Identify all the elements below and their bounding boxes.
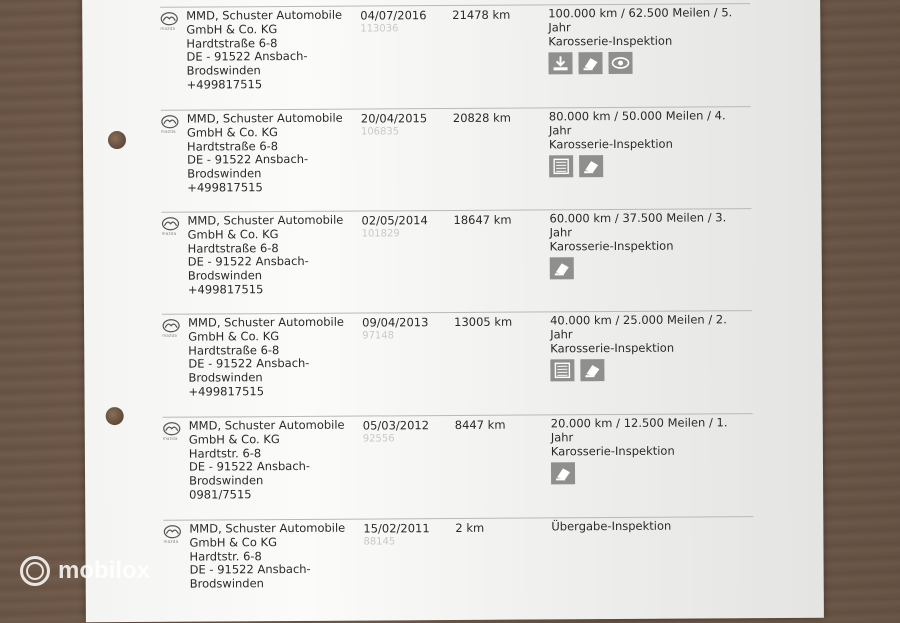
service-entry bbox=[161, 109, 752, 213]
mazda-logo-icon bbox=[161, 115, 183, 134]
mileage: 8447 km bbox=[454, 417, 506, 432]
service-date: 04/07/2016 bbox=[360, 8, 427, 23]
dealer-line: DE - 91522 Ansbach- bbox=[188, 459, 311, 475]
action-icons bbox=[549, 155, 603, 177]
service-date: 15/02/2011 bbox=[363, 521, 430, 536]
dealer-line: MMD, Schuster Automobile bbox=[188, 417, 345, 433]
service-entry bbox=[160, 6, 751, 110]
dealer-line: Brodswinden bbox=[187, 166, 262, 181]
dealer-line: DE - 91522 Ansbach- bbox=[187, 152, 309, 168]
service-code: 88145 bbox=[363, 536, 396, 548]
dealer-line: MMD, Schuster Automobile bbox=[186, 110, 343, 126]
service-entry bbox=[162, 313, 753, 417]
punch-hole bbox=[108, 131, 126, 149]
logo-mini-text: mazda bbox=[160, 128, 176, 134]
dealer-address bbox=[189, 419, 360, 503]
dealer-line: MMD, Schuster Automobile bbox=[186, 7, 343, 23]
dealer-line: Hardtstraße 6-8 bbox=[186, 138, 279, 154]
logo-mini-text: mazda bbox=[161, 230, 177, 236]
dealer-address bbox=[186, 9, 357, 93]
dealer-line: Hardtstr. 6-8 bbox=[188, 445, 262, 461]
dealer-line: +499817515 bbox=[188, 384, 265, 399]
service-line: Karosserie-Inspektion bbox=[548, 136, 673, 152]
dealer-address bbox=[189, 522, 359, 592]
action-icons bbox=[551, 463, 575, 485]
stamp-icon[interactable] bbox=[578, 52, 602, 74]
service-line: 20.000 km / 12.500 Meilen / 1. bbox=[550, 415, 728, 431]
service-line: Jahr bbox=[550, 430, 574, 445]
service-line: 80.000 km / 50.000 Meilen / 4. bbox=[548, 108, 726, 124]
service-date: 09/04/2013 bbox=[362, 315, 429, 330]
service-line: Jahr bbox=[548, 20, 571, 35]
service-date: 20/04/2015 bbox=[360, 111, 428, 126]
service-description bbox=[551, 416, 741, 459]
dealer-line: GmbH & Co. KG bbox=[186, 21, 278, 37]
dealer-line: MMD, Schuster Automobile bbox=[189, 520, 346, 536]
dealer-line: Hardtstraße 6-8 bbox=[187, 240, 279, 256]
stamp-icon[interactable] bbox=[550, 258, 574, 280]
service-line: Karosserie-Inspektion bbox=[550, 340, 675, 356]
service-history-page bbox=[82, 0, 824, 622]
service-line: Jahr bbox=[548, 123, 572, 138]
dealer-line: Brodswinden bbox=[186, 63, 261, 78]
service-entry bbox=[161, 211, 752, 315]
service-line: Jahr bbox=[549, 225, 573, 240]
service-line: Übergabe-Inspektion bbox=[551, 518, 672, 534]
service-description bbox=[550, 313, 740, 356]
mazda-logo-icon bbox=[160, 12, 182, 31]
dealer-line: Brodswinden bbox=[187, 268, 263, 283]
mobilox-watermark bbox=[20, 556, 150, 586]
dealer-line: MMD, Schuster Automobile bbox=[187, 212, 344, 228]
dealer-line: +499817515 bbox=[186, 77, 263, 92]
dealer-line: Hardtstr. 6-8 bbox=[189, 548, 262, 564]
document-icon[interactable] bbox=[549, 156, 573, 178]
dealer-address bbox=[187, 112, 358, 196]
action-icons bbox=[550, 359, 604, 381]
service-code: 92556 bbox=[362, 433, 395, 445]
dealer-line: DE - 91522 Ansbach- bbox=[186, 49, 308, 65]
mileage: 2 km bbox=[455, 520, 485, 535]
service-code: 101829 bbox=[361, 228, 400, 240]
dealer-address bbox=[188, 316, 359, 400]
dealer-line: GmbH & Co KG bbox=[189, 534, 278, 550]
mobilox-logo-icon bbox=[20, 556, 50, 586]
stamp-icon[interactable] bbox=[580, 359, 604, 381]
document-icon[interactable] bbox=[550, 360, 574, 382]
dealer-line: DE - 91522 Ansbach- bbox=[188, 356, 310, 372]
dealer-line: MMD, Schuster Automobile bbox=[188, 314, 345, 330]
dealer-line: Hardtstraße 6-8 bbox=[186, 35, 278, 51]
punch-hole bbox=[106, 407, 124, 425]
dealer-line: GmbH & Co. KG bbox=[187, 226, 279, 242]
mazda-logo-icon bbox=[162, 319, 184, 338]
mazda-logo-icon bbox=[163, 525, 185, 544]
dealer-line: +499817515 bbox=[187, 180, 263, 195]
service-description bbox=[551, 519, 741, 534]
mazda-logo-icon bbox=[163, 422, 185, 441]
dealer-line: GmbH & Co. KG bbox=[186, 124, 278, 140]
watermark-text: mobilox bbox=[58, 557, 151, 584]
logo-mini-text: mazda bbox=[160, 25, 176, 31]
service-date: 05/03/2012 bbox=[362, 418, 430, 433]
mileage: 18647 km bbox=[453, 212, 512, 227]
service-entry bbox=[163, 416, 754, 520]
logo-mini-text: mazda bbox=[163, 538, 179, 544]
dealer-line: Hardtstraße 6-8 bbox=[188, 342, 280, 358]
service-description bbox=[549, 211, 739, 254]
logo-mini-text: mazda bbox=[162, 435, 178, 441]
service-entry bbox=[163, 519, 754, 623]
service-line: Karosserie-Inspektion bbox=[550, 443, 675, 458]
service-code: 97148 bbox=[362, 330, 395, 342]
dealer-address bbox=[187, 214, 358, 298]
service-line: 100.000 km / 62.500 Meilen / 5. bbox=[548, 5, 733, 21]
service-description bbox=[549, 109, 739, 152]
service-line: Karosserie-Inspektion bbox=[549, 238, 674, 254]
dealer-line: Brodswinden bbox=[188, 370, 263, 385]
download-icon[interactable] bbox=[548, 53, 572, 75]
mileage: 21478 km bbox=[452, 7, 511, 22]
mileage: 13005 km bbox=[454, 314, 513, 329]
dealer-line: DE - 91522 Ansbach- bbox=[189, 562, 311, 578]
dealer-line: GmbH & Co. KG bbox=[188, 328, 280, 344]
service-date: 02/05/2014 bbox=[361, 213, 428, 228]
dealer-line: Brodswinden bbox=[189, 473, 264, 488]
service-description bbox=[548, 6, 738, 49]
dealer-line: Brodswinden bbox=[189, 576, 264, 591]
mileage: 20828 km bbox=[452, 110, 512, 125]
dealer-line: 0981/7515 bbox=[189, 487, 252, 502]
stamp-icon[interactable] bbox=[551, 463, 575, 485]
stamp-icon[interactable] bbox=[579, 155, 603, 177]
eye-icon[interactable] bbox=[608, 52, 632, 74]
dealer-line: +499817515 bbox=[187, 282, 264, 297]
service-line: 60.000 km / 37.500 Meilen / 3. bbox=[549, 210, 727, 226]
action-icons bbox=[550, 258, 574, 280]
service-line: Jahr bbox=[550, 327, 573, 342]
service-line: 40.000 km / 25.000 Meilen / 2. bbox=[550, 312, 727, 328]
service-code: 113036 bbox=[360, 23, 399, 35]
dealer-line: DE - 91522 Ansbach- bbox=[187, 254, 309, 270]
mazda-logo-icon bbox=[161, 217, 183, 236]
action-icons bbox=[548, 52, 632, 75]
service-line: Karosserie-Inspektion bbox=[548, 33, 673, 49]
service-code: 106835 bbox=[360, 126, 400, 138]
dealer-line: GmbH & Co. KG bbox=[188, 431, 280, 447]
logo-mini-text: mazda bbox=[162, 332, 178, 338]
